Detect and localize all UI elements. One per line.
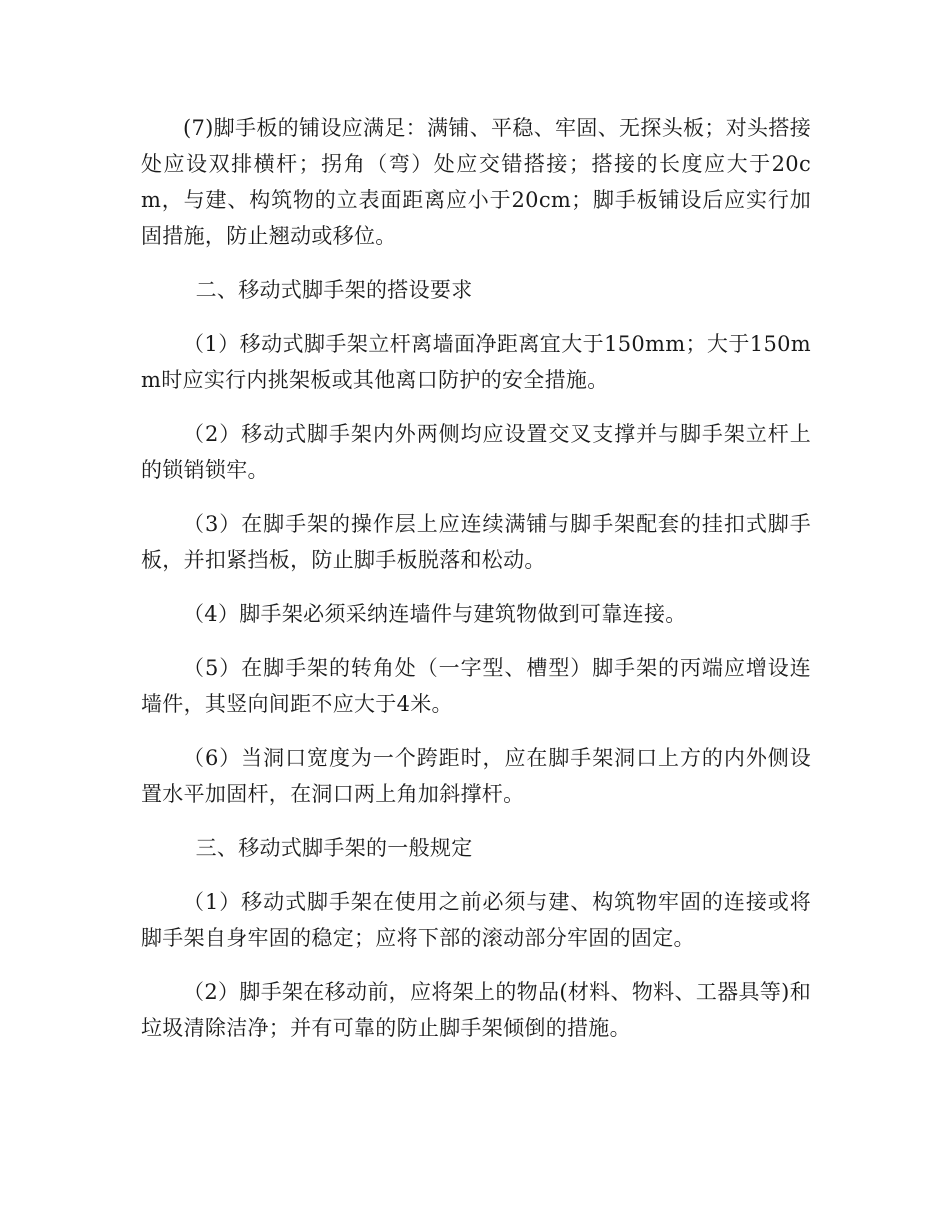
- paragraph-scaffold-board-laying: (7)脚手板的铺设应满足：满铺、平稳、牢固、无探头板；对头搭接处应设双排横杆；拐角（弯）处应交错搭接；搭接的长度应大于20cm，与建、构筑物的立表面距离应小于20cm；脚手板铺设后应实行加固措施，防止翘动或移位。: [141, 116, 811, 248]
- paragraph-general-item-1: （1）移动式脚手架在使用之前必须与建、构筑物牢固的连接或将脚手架自身牢固的稳定；应将下部的滚动部分牢固的固定。: [141, 890, 811, 950]
- paragraph-item-2-cross-bracing: （2）移动式脚手架内外两侧均应设置交叉支撑并与脚手架立杆上的锁销锁牢。: [141, 422, 811, 482]
- paragraph-item-6-openings: （6）当洞口宽度为一个跨距时，应在脚手架洞口上方的内外侧设置水平加固杆，在洞口两上角加斜撑杆。: [141, 746, 811, 806]
- paragraph-general-item-2: （2）脚手架在移动前，应将架上的物品(材料、物料、工器具等)和垃圾清除洁净；并有可靠的防止脚手架倾倒的措施。: [141, 980, 811, 1040]
- paragraph-item-4-wall-ties: （4）脚手架必须采纳连墙件与建筑物做到可靠连接。: [183, 602, 687, 626]
- section-heading-mobile-scaffold-erection: 二、移动式脚手架的搭设要求: [195, 278, 473, 302]
- paragraph-item-1-clearance: （1）移动式脚手架立杆离墙面净距离宜大于150mm；大于150mm时应实行内挑架板或其他离口防护的安全措施。: [141, 332, 811, 392]
- paragraph-item-5-corner-ties: （5）在脚手架的转角处（一字型、槽型）脚手架的丙端应增设连墙件，其竖向间距不应大于4米。: [141, 656, 811, 716]
- paragraph-item-3-platform-boards: （3）在脚手架的操作层上应连续满铺与脚手架配套的挂扣式脚手板，并扣紧挡板，防止脚手板脱落和松动。: [141, 512, 811, 572]
- section-heading-general-provisions: 三、移动式脚手架的一般规定: [195, 836, 473, 860]
- document-body: [141, 110, 811, 1064]
